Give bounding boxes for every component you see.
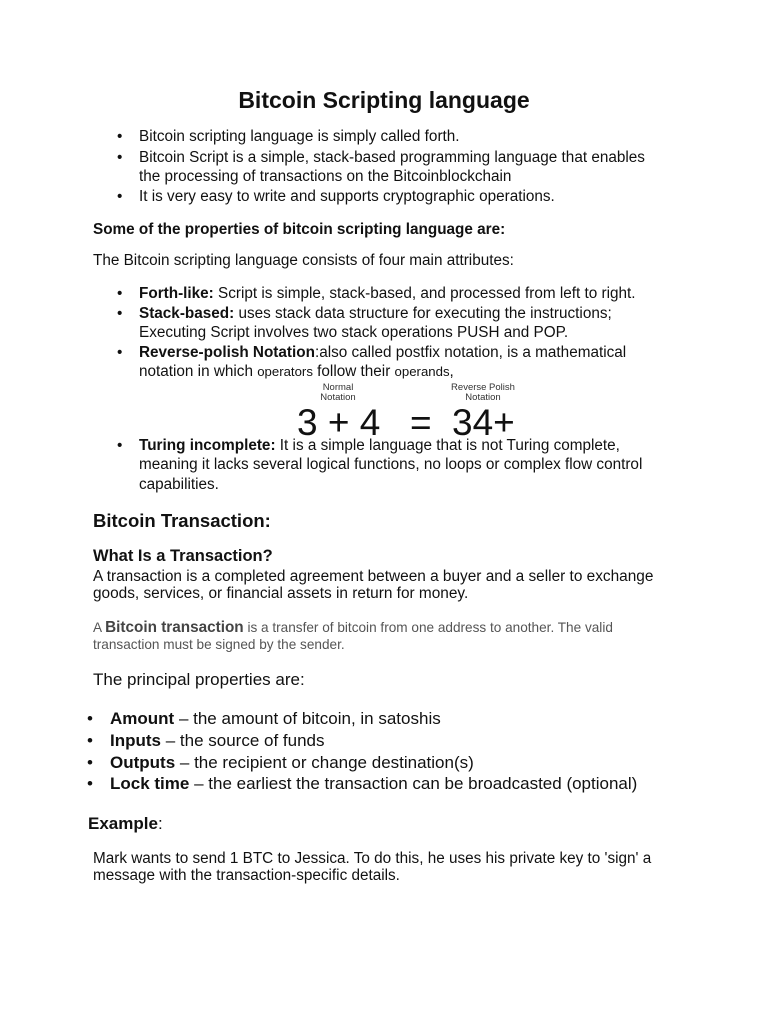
- property-term: Amount: [110, 709, 175, 728]
- attribute-term: Stack-based:: [139, 305, 235, 322]
- example-text-line: Mark wants to send 1 BTC to Jessica. To do this, he uses his private key to 'sign' a: [93, 850, 652, 867]
- attribute-description-line: [139, 362, 454, 382]
- property-line: [110, 708, 441, 730]
- term-operands: operands: [394, 364, 450, 379]
- definition-text: is a transfer of bitcoin from one address to another. The valid: [247, 620, 613, 635]
- property-description: – the earliest the transaction can be broadcasted (optional): [194, 774, 638, 793]
- attribute-term: Forth-like:: [139, 285, 214, 302]
- description-fragment: notation in which: [139, 363, 253, 380]
- subheading-what-is-transaction: What Is a Transaction?: [93, 547, 273, 565]
- list-item-text: Bitcoin scripting language is simply called forth.: [139, 128, 460, 145]
- bullet-marker: •: [87, 774, 93, 793]
- label-line: Reverse Polish: [451, 382, 515, 393]
- attribute-line: [139, 304, 612, 324]
- attribute-description: Executing Script involves two stack operations PUSH and POP.: [139, 324, 569, 341]
- bullet-marker: •: [117, 128, 123, 145]
- attribute-line: [139, 436, 620, 456]
- rpn-expression: 34+: [452, 402, 515, 443]
- label-line: Notation: [465, 392, 501, 403]
- bullet-marker: •: [87, 731, 93, 750]
- attribute-line: [139, 284, 636, 304]
- property-description: – the recipient or change destination(s): [179, 753, 474, 772]
- property-line: [110, 773, 637, 795]
- page-title: Bitcoin Scripting language: [238, 87, 530, 113]
- bullet-marker: •: [117, 344, 123, 361]
- term-operators: operators: [257, 364, 313, 379]
- bullet-marker: •: [117, 188, 123, 205]
- normal-notation-label: [298, 383, 378, 403]
- reverse-polish-notation-label: [438, 383, 528, 403]
- description-fragment: ,: [449, 363, 454, 380]
- definition-term: Bitcoin transaction: [105, 619, 244, 636]
- bullet-marker: •: [87, 709, 93, 728]
- normal-expression: 3 + 4: [297, 402, 381, 443]
- attribute-description: :also called postfix notation, is a mathematical: [314, 344, 627, 361]
- list-item-text: the processing of transactions on the Bitcoinblockchain: [139, 168, 512, 185]
- example-text-line: message with the transaction-specific details.: [93, 867, 400, 884]
- bullet-marker: •: [117, 437, 123, 454]
- attribute-description: meaning it lacks several logical functions, no loops or complex flow control: [139, 456, 643, 473]
- properties-heading: Some of the properties of bitcoin scripting language are:: [93, 221, 506, 238]
- attribute-line: [139, 343, 626, 363]
- equals-sign: =: [410, 402, 432, 443]
- bullet-marker: •: [87, 753, 93, 772]
- attribute-term: Turing incomplete:: [139, 437, 276, 454]
- transaction-definition-line: A transaction is a completed agreement between a buyer and a seller to exchange: [93, 568, 654, 585]
- principal-properties-intro: The principal properties are:: [93, 670, 305, 689]
- list-item-text: It is very easy to write and supports cryptographic operations.: [139, 188, 555, 205]
- property-line: [110, 752, 474, 774]
- property-term: Inputs: [110, 731, 161, 750]
- example-heading: [88, 813, 163, 835]
- transaction-definition-line: goods, services, or financial assets in return for money.: [93, 585, 469, 602]
- bitcoin-transaction-definition-line: transaction must be signed by the sender.: [93, 637, 345, 652]
- property-term: Outputs: [110, 753, 176, 772]
- section-heading-transaction: Bitcoin Transaction:: [93, 510, 271, 531]
- property-term: Lock time: [110, 774, 190, 793]
- attribute-description: uses stack data structure for executing the instructions;: [238, 305, 612, 322]
- example-suffix: :: [157, 814, 163, 833]
- label-line: Notation: [320, 392, 356, 403]
- example-label: Example: [88, 814, 158, 833]
- attribute-term: Reverse-polish Notation: [139, 344, 315, 361]
- property-description: – the amount of bitcoin, in satoshis: [178, 709, 441, 728]
- attribute-description: It is a simple language that is not Turing complete,: [279, 437, 620, 454]
- attribute-description: capabilities.: [139, 476, 219, 493]
- property-description: – the source of funds: [165, 731, 325, 750]
- property-line: [110, 730, 325, 752]
- bullet-marker: •: [117, 149, 123, 166]
- attributes-intro: The Bitcoin scripting language consists of four main attributes:: [93, 252, 514, 269]
- list-item-text: Bitcoin Script is a simple, stack-based programming language that enables: [139, 149, 645, 166]
- definition-prefix: A: [93, 620, 102, 635]
- bullet-marker: •: [117, 285, 123, 302]
- bitcoin-transaction-definition-line: [93, 619, 613, 636]
- label-line: Normal: [322, 382, 354, 393]
- bullet-marker: •: [117, 305, 123, 322]
- description-fragment: follow their: [317, 363, 391, 380]
- attribute-description: Script is simple, stack-based, and processed from left to right.: [218, 285, 636, 302]
